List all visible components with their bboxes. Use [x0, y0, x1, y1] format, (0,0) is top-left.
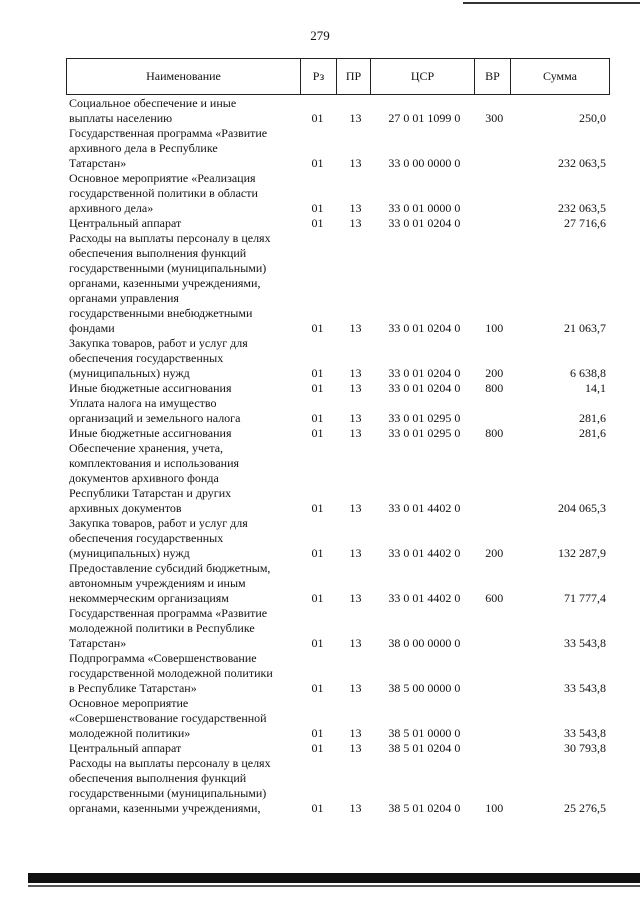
row-pr: 13: [349, 111, 362, 125]
row-sum: 281,6: [579, 426, 607, 440]
scan-bottom-bar: [28, 873, 640, 883]
header-vr: ВР: [475, 59, 511, 94]
row-pr: 13: [349, 156, 362, 170]
row-rz: 01: [311, 741, 324, 755]
row-csr: 38 0 00 0000 0: [388, 636, 461, 650]
table-row: [66, 216, 610, 231]
row-rz: 01: [311, 801, 324, 815]
row-rz: 01: [311, 156, 324, 170]
row-name: Иные бюджетные ассигнования: [69, 381, 232, 395]
table-row: [66, 441, 610, 516]
row-pr: 13: [349, 546, 362, 560]
row-pr: 13: [349, 426, 362, 440]
row-rz: 01: [311, 411, 324, 425]
row-sum: 132 287,9: [558, 546, 607, 560]
row-csr: 33 0 01 4402 0: [388, 546, 461, 560]
row-pr: 13: [349, 411, 362, 425]
row-name: Центральный аппарат: [69, 741, 182, 755]
row-csr: 33 0 01 4402 0: [388, 501, 461, 515]
row-rz: 01: [311, 636, 324, 650]
scan-edge-line: [463, 2, 640, 4]
row-name: Обеспечение хранения, учета, комплектования и использования документов архивного фонда Республики Татарстан и других архивных документов: [69, 441, 240, 515]
row-pr: 13: [349, 381, 362, 395]
table-header: [66, 58, 610, 95]
row-csr: 33 0 01 0295 0: [388, 411, 461, 425]
row-rz: 01: [311, 681, 324, 695]
row-rz: 01: [311, 111, 324, 125]
row-rz: 01: [311, 501, 324, 515]
row-vr: 800: [485, 426, 504, 440]
row-csr: 27 0 01 1099 0: [388, 111, 461, 125]
row-rz: 01: [311, 726, 324, 740]
row-name: Основное мероприятие «Реализация государственной политики в области архивного дела»: [69, 171, 258, 215]
row-csr: 33 0 00 0000 0: [388, 156, 461, 170]
row-sum: 25 276,5: [564, 801, 607, 815]
row-pr: 13: [349, 726, 362, 740]
table-row: [66, 741, 610, 756]
row-vr: 100: [485, 801, 504, 815]
table-row: [66, 231, 610, 336]
row-pr: 13: [349, 216, 362, 230]
header-name: Наименование: [67, 59, 301, 94]
row-sum: 6 638,8: [570, 366, 607, 380]
table-row: [66, 516, 610, 561]
row-csr: 33 0 01 0204 0: [388, 366, 461, 380]
row-name: Подпрограмма «Совершенствование государственной молодежной политики в Республике Татарстан»: [69, 651, 273, 695]
row-vr: 100: [485, 321, 504, 335]
row-pr: 13: [349, 366, 362, 380]
row-sum: 232 063,5: [558, 156, 607, 170]
row-vr: 600: [485, 591, 504, 605]
row-rz: 01: [311, 201, 324, 215]
row-name: Расходы на выплаты персоналу в целях обеспечения выполнения функций государственными (муниципальными) органами, казенными учреждениями, органами управления государственными внебюджетными фондами: [69, 231, 271, 335]
row-sum: 33 543,8: [564, 681, 607, 695]
row-pr: 13: [349, 201, 362, 215]
row-pr: 13: [349, 321, 362, 335]
table-row: [66, 606, 610, 651]
row-sum: 250,0: [579, 111, 607, 125]
table-row: [66, 171, 610, 216]
row-sum: 30 793,8: [564, 741, 607, 755]
row-pr: 13: [349, 636, 362, 650]
table-body: [66, 96, 610, 816]
row-sum: 21 063,7: [564, 321, 607, 335]
table-row: [66, 426, 610, 441]
table-row: [66, 756, 610, 816]
scan-bottom-line: [28, 885, 640, 887]
row-name: Предоставление субсидий бюджетным, автономным учреждениям и иным некоммерческим организациям: [69, 561, 271, 605]
row-name: Расходы на выплаты персоналу в целях обеспечения выполнения функций государственными (муниципальными) органами, казенными учреждениями,: [69, 756, 271, 815]
table-row: [66, 561, 610, 606]
row-rz: 01: [311, 366, 324, 380]
row-csr: 33 0 01 0295 0: [388, 426, 461, 440]
row-pr: 13: [349, 591, 362, 605]
row-name: Государственная программа «Развитие молодежной политики в Республике Татарстан»: [69, 606, 268, 650]
row-pr: 13: [349, 501, 362, 515]
row-pr: 13: [349, 681, 362, 695]
row-csr: 33 0 01 4402 0: [388, 591, 461, 605]
row-rz: 01: [311, 546, 324, 560]
row-name: Центральный аппарат: [69, 216, 182, 230]
row-csr: 38 5 01 0000 0: [388, 726, 461, 740]
row-pr: 13: [349, 741, 362, 755]
row-name: Закупка товаров, работ и услуг для обеспечения государственных (муниципальных) нужд: [69, 516, 248, 560]
row-rz: 01: [311, 321, 324, 335]
row-name: Социальное обеспечение и иные выплаты населению: [69, 96, 237, 125]
row-vr: 200: [485, 546, 504, 560]
row-sum: 71 777,4: [564, 591, 607, 605]
row-sum: 33 543,8: [564, 726, 607, 740]
row-sum: 33 543,8: [564, 636, 607, 650]
page-number: 279: [310, 28, 330, 43]
row-vr: 200: [485, 366, 504, 380]
row-pr: 13: [349, 801, 362, 815]
row-rz: 01: [311, 591, 324, 605]
row-sum: 281,6: [579, 411, 607, 425]
row-csr: 38 5 01 0204 0: [388, 741, 461, 755]
table-row: [66, 381, 610, 396]
table-row: [66, 651, 610, 696]
row-csr: 33 0 01 0204 0: [388, 321, 461, 335]
row-csr: 33 0 01 0000 0: [388, 201, 461, 215]
row-name: Иные бюджетные ассигнования: [69, 426, 232, 440]
row-name: Уплата налога на имущество организаций и земельного налога: [69, 396, 241, 425]
row-sum: 232 063,5: [558, 201, 607, 215]
row-name: Основное мероприятие «Совершенствование государственной молодежной политики»: [69, 696, 267, 740]
row-rz: 01: [311, 381, 324, 395]
table-row: [66, 336, 610, 381]
header-csr: ЦСР: [371, 59, 475, 94]
table-row: [66, 96, 610, 126]
table-row: [66, 396, 610, 426]
row-name: Государственная программа «Развитие архивного дела в Республике Татарстан»: [69, 126, 268, 170]
table-row: [66, 696, 610, 741]
header-sum: Сумма: [543, 69, 577, 83]
row-vr: 300: [485, 111, 504, 125]
row-name: Закупка товаров, работ и услуг для обеспечения государственных (муниципальных) нужд: [69, 336, 248, 380]
header-pr: ПР: [337, 59, 371, 94]
row-sum: 14,1: [585, 381, 607, 395]
row-rz: 01: [311, 216, 324, 230]
row-sum: 27 716,6: [564, 216, 607, 230]
row-csr: 33 0 01 0204 0: [388, 381, 461, 395]
row-csr: 33 0 01 0204 0: [388, 216, 461, 230]
row-sum: 204 065,3: [558, 501, 607, 515]
header-rz: Рз: [301, 59, 337, 94]
row-vr: 800: [485, 381, 504, 395]
row-csr: 38 5 01 0204 0: [388, 801, 461, 815]
row-csr: 38 5 00 0000 0: [388, 681, 461, 695]
table-row: [66, 126, 610, 171]
row-rz: 01: [311, 426, 324, 440]
